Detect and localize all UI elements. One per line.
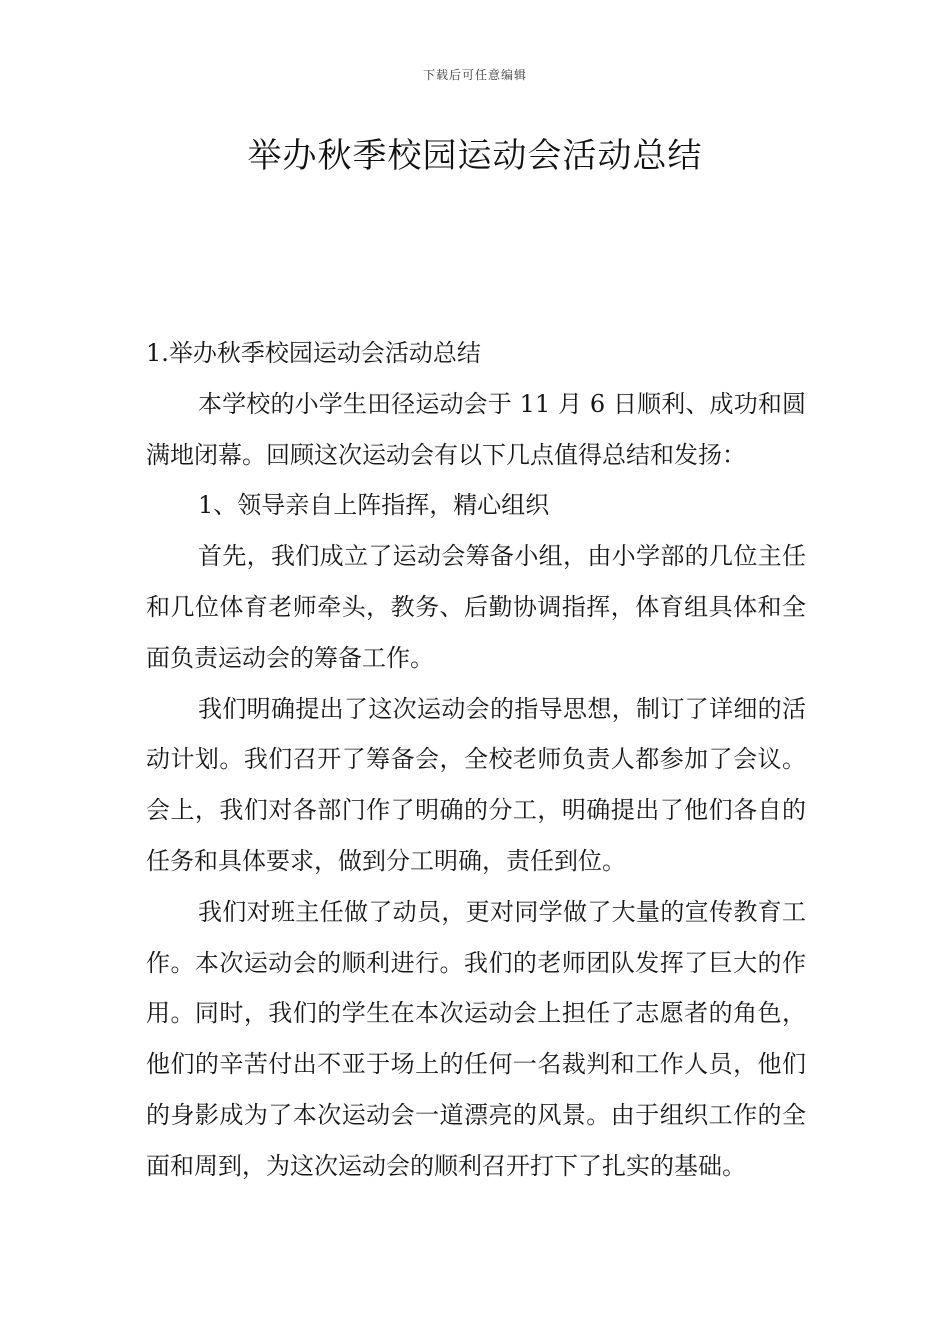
- paragraph-intro: 本学校的小学生田径运动会于 11 月 6 日顺利、成功和圆满地闭幕。回顾这次运动会有以下几点值得总结和发扬：: [146, 389, 806, 469]
- document-body: [146, 328, 806, 1192]
- header-note: 下载后可任意编辑: [422, 68, 527, 82]
- subheading-leadership: 1、领导亲自上阵指挥，精心组织: [198, 491, 550, 520]
- paragraph-mobilization: 我们对班主任做了动员，更对同学做了大量的宣传教育工作。本次运动会的顺利进行。我们的老师团队发挥了巨大的作用。同时，我们的学生在本次运动会上担任了志愿者的角色，他们的辛苦付出不亚于场上的任何一名裁判和工作人员，他们的身影成为了本次运动会一道漂亮的风景。由于组织工作的全面和周到，为这次运动会的顺利召开打下了扎实的基础。: [146, 897, 806, 1180]
- paragraph-preparation-group: 首先，我们成立了运动会筹备小组，由小学部的几位主任和几位体育老师牵头，教务、后勤协调指挥，体育组具体和全面负责运动会的筹备工作。: [146, 542, 806, 672]
- document-title: 举办秋季校园运动会活动总结: [247, 136, 703, 176]
- paragraph-planning: 我们明确提出了这次运动会的指导思想，制订了详细的活动计划。我们召开了筹备会，全校老师负责人都参加了会议。会上，我们对各部门作了明确的分工，明确提出了他们各自的任务和具体要求，做到分工明确，责任到位。: [146, 694, 806, 875]
- section-heading: 1.举办秋季校园运动会活动总结: [146, 339, 481, 367]
